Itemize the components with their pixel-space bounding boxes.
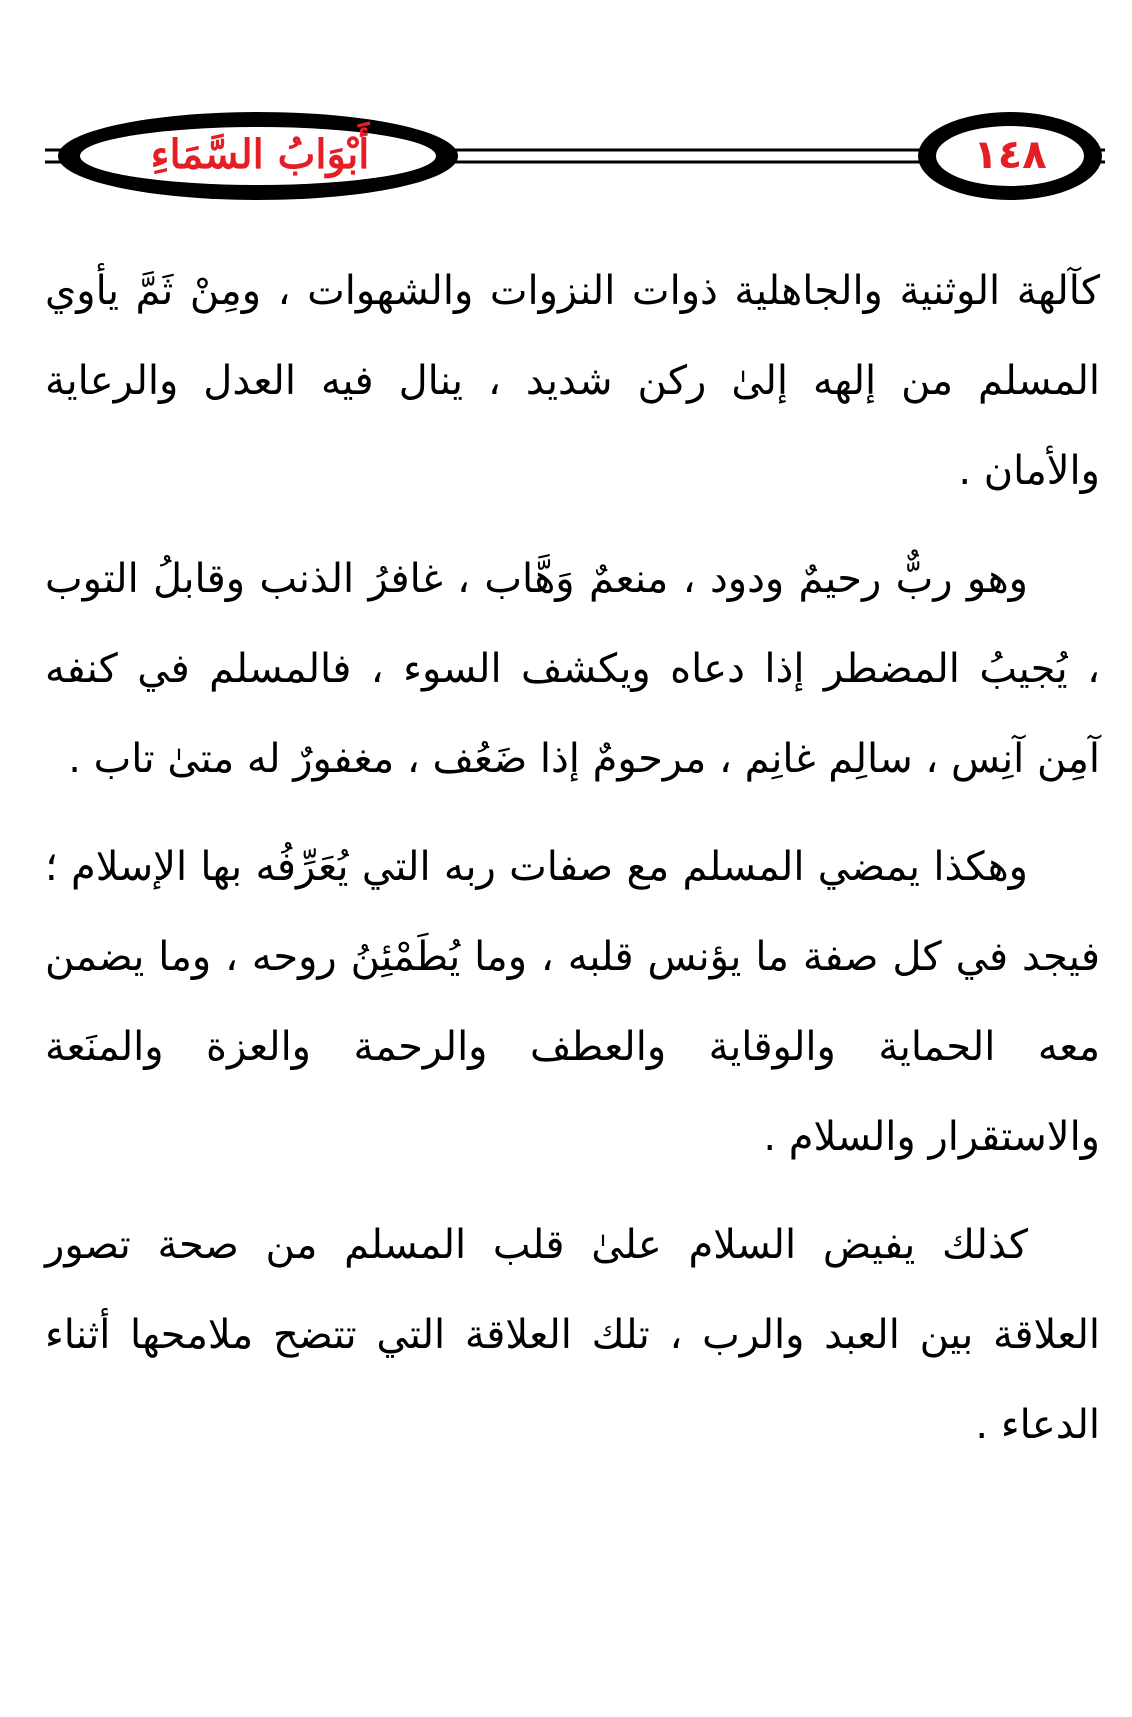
page-number: ١٤٨ [973, 132, 1047, 178]
body-text [45, 246, 1100, 1488]
paragraph-3: وهكذا يمضي المسلم مع صفات ربه التي يُعَرِّفُه بها الإسلام ؛ فيجد في كل صفة ما يؤنس قلبه ، وما يُطَمْئِنُ روحه ، وما يضمن معه الحماية والوقاية والعطف والرحمة والعزة والمنَعة والاستقرار والسلام . [45, 844, 1100, 1160]
page-header [0, 100, 1132, 210]
paragraph-4: كذلك يفيض السلام علىٰ قلب المسلم من صحة تصور العلاقة بين العبد والرب ، تلك العلاقة التي تتضح ملامحها أثناء الدعاء . [45, 1222, 1100, 1448]
book-title: أَبْوَابُ السَّمَاءِ [150, 131, 370, 178]
paragraph-2: وهو ربٌّ رحيمٌ ودود ، منعمٌ وَهَّاب ، غافرُ الذنب وقابلُ التوب ، يُجيبُ المضطر إذا دعاه ويكشف السوء ، فالمسلم في كنفه آمِن آنِس ، سالِم غانِم ، مرحومٌ إذا ضَعُف ، مغفورٌ له متىٰ تاب . [45, 556, 1100, 782]
paragraph-1: كآلهة الوثنية والجاهلية ذوات النزوات والشهوات ، ومِنْ ثَمَّ يأوي المسلم من إلهه إلىٰ ركن شديد ، ينال فيه العدل والرعاية والأمان . [45, 268, 1100, 494]
